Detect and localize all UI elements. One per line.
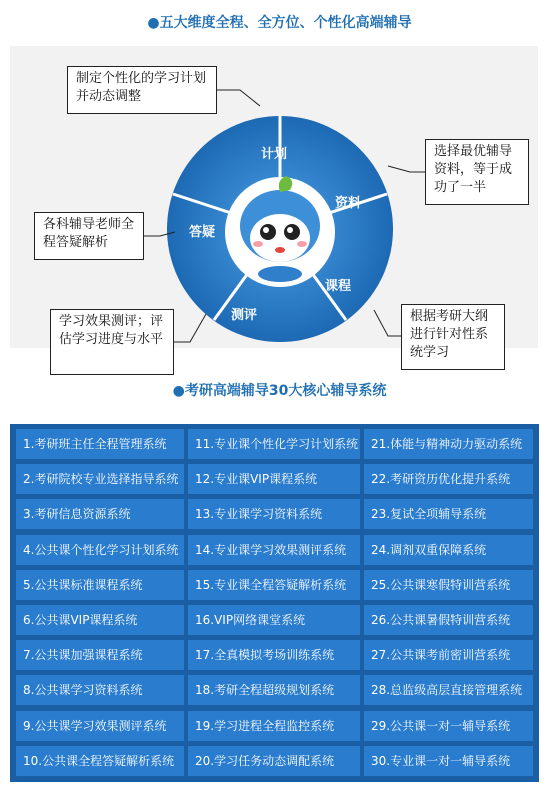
- callout-test: 学习效果测评；评估学习进度与水平: [50, 309, 174, 375]
- system-cell: 1.考研班主任全程管理系统: [16, 429, 184, 459]
- section-title-five-dimensions: ●五大维度全程、全方位、个性化高端辅导: [147, 15, 412, 31]
- segment-label-test: 测评: [231, 308, 258, 323]
- system-cell: 2.考研院校专业选择指导系统: [16, 464, 184, 494]
- dimension-wheel: [165, 114, 395, 348]
- callout-course: 根据考研大纲进行针对性系统学习: [401, 304, 505, 370]
- system-cell: 29.公共课一对一辅导系统: [364, 711, 533, 741]
- system-cell: 22.考研资历优化提升系统: [364, 464, 533, 494]
- five-dimensions-panel: [10, 46, 538, 360]
- callout-plan: 制定个性化的学习计划并动态调整: [67, 66, 217, 114]
- segment-label-qa: 答疑: [189, 225, 216, 240]
- segment-label-plan: 计划: [261, 147, 288, 162]
- system-cell: 23.复试全项辅导系统: [364, 499, 533, 529]
- system-cell: 16.VIP网络课堂系统: [188, 605, 360, 635]
- system-cell: 14.专业课学习效果测评系统: [188, 535, 360, 565]
- system-cell: 27.公共课考前密训营系统: [364, 640, 533, 670]
- segment-label-material: 资料: [335, 196, 362, 211]
- system-cell: 26.公共课暑假特训营系统: [364, 605, 533, 635]
- system-cell: 12.专业课VIP课程系统: [188, 464, 360, 494]
- system-cell: 19.学习进程全程监控系统: [188, 711, 360, 741]
- system-cell: 10.公共课全程答疑解析系统: [16, 746, 184, 776]
- section-title-30-systems: ●考研高端辅导30大核心辅导系统: [172, 383, 387, 399]
- system-cell: 9.公共课学习效果测评系统: [16, 711, 184, 741]
- system-cell: 24.调剂双重保障系统: [364, 535, 533, 565]
- system-cell: 15.专业课全程答疑解析系统: [188, 570, 360, 600]
- system-cell: 6.公共课VIP课程系统: [16, 605, 184, 635]
- system-cell: 20.学习任务动态调配系统: [188, 746, 360, 776]
- callout-qa: 各科辅导老师全程答疑解析: [34, 212, 144, 260]
- system-cell: 7.公共课加强课程系统: [16, 640, 184, 670]
- system-cell: 3.考研信息资源系统: [16, 499, 184, 529]
- system-cell: 4.公共课个性化学习计划系统: [16, 535, 184, 565]
- system-cell: 8.公共课学习资料系统: [16, 675, 184, 705]
- systems-grid: [10, 424, 539, 782]
- system-cell: 18.考研全程超级规划系统: [188, 675, 360, 705]
- system-cell: 11.专业课个性化学习计划系统: [188, 429, 360, 459]
- system-cell: 13.专业课学习资料系统: [188, 499, 360, 529]
- system-cell: 21.体能与精神动力驱动系统: [364, 429, 533, 459]
- segment-label-course: 课程: [325, 279, 352, 294]
- system-cell: 28.总监级高层直接管理系统: [364, 675, 533, 705]
- system-cell: 5.公共课标准课程系统: [16, 570, 184, 600]
- system-cell: 25.公共课寒假特训营系统: [364, 570, 533, 600]
- callout-material: 选择最优辅导资料，等于成功了一半: [425, 139, 529, 205]
- system-cell: 17.全真模拟考场训练系统: [188, 640, 360, 670]
- system-cell: 30.专业课一对一辅导系统: [364, 746, 533, 776]
